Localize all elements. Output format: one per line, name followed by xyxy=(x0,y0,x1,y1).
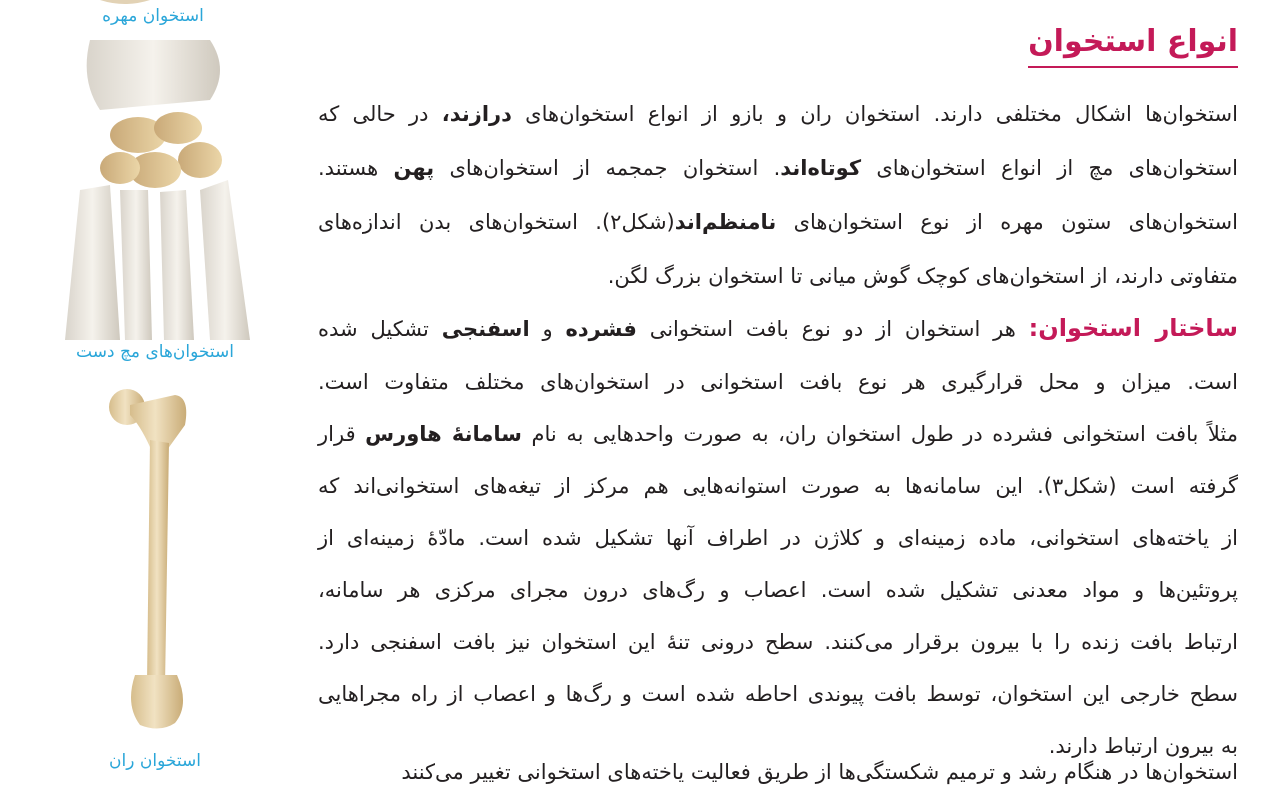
text-run: گرفته است (شکل۳). این سامانه‌ها به صورت استوانه‌هایی هم مرکز از تیغه‌های استخوانی‌اند که xyxy=(318,474,1238,498)
text-run: . استخوان جمجمه از استخوان‌های xyxy=(434,156,781,180)
bold-term: کوتاه‌اند xyxy=(780,156,862,180)
main-text-area xyxy=(318,0,1248,787)
text-line xyxy=(318,152,1238,186)
text-run: متفاوتی دارند، از استخوان‌های کوچک گوش میانی تا استخوان بزرگ لگن. xyxy=(607,264,1238,288)
text-line xyxy=(318,418,1238,452)
text-run: قرار xyxy=(318,422,366,446)
text-run: استخوان‌های مچ از انواع استخوان‌های xyxy=(861,156,1239,180)
text-run: و xyxy=(529,317,566,341)
vertebra-caption: استخوان مهره xyxy=(102,6,204,26)
text-run: استخوان‌های ستون مهره از نوع استخوان‌های xyxy=(776,210,1238,234)
text-run: (شکل۲). استخوان‌های بدن اندازه‌های xyxy=(318,210,675,234)
text-line xyxy=(318,260,1238,294)
text-line xyxy=(318,98,1238,132)
femur-caption: استخوان ران xyxy=(109,751,201,771)
text-run: از یاخته‌های استخوانی، ماده زمینه‌ای و کلاژن در اطراف آنها تشکیل شده است. مادّهٔ زمینه‌ای از xyxy=(318,526,1238,550)
bold-term: پهن xyxy=(393,156,435,180)
text-run: هستند. xyxy=(318,156,394,180)
text-line xyxy=(318,312,1238,346)
bold-term: نامنظم‌اند xyxy=(674,210,777,234)
text-run: است. میزان و محل قرارگیری هر نوع بافت استخوانی در استخوان‌های مختلف متفاوت است. xyxy=(318,370,1238,394)
wrist-bones-figure xyxy=(60,40,260,340)
text-run: استخوان‌ها اشکال مختلفی دارند. استخوان ران و بازو از انواع استخوان‌های xyxy=(511,102,1238,126)
subheading: ساختار استخوان: xyxy=(1028,314,1238,342)
text-line xyxy=(318,626,1238,660)
text-line xyxy=(318,206,1238,240)
wrist-bones-caption: استخوان‌های مچ دست xyxy=(76,342,234,362)
bold-term: اسفنجی xyxy=(441,317,530,341)
text-line xyxy=(318,470,1238,504)
text-run: به بیرون ارتباط دارند. xyxy=(1048,734,1238,758)
text-run: مثلاً بافت استخوانی فشرده در طول استخوان ران، به صورت واحدهایی به نام xyxy=(521,422,1239,446)
bold-term: فشرده xyxy=(565,317,637,341)
text-line xyxy=(318,366,1238,400)
bold-term: سامانهٔ هاورس xyxy=(365,422,522,446)
femur-figure xyxy=(105,385,205,735)
text-run: در حالی که xyxy=(318,102,442,126)
text-run: ارتباط بافت زنده را با بیرون برقرار می‌کنند. سطح درونی تنهٔ این استخوان نیز بافت اسفنجی دارد. xyxy=(318,630,1238,654)
text-run: پروتئین‌ها و مواد معدنی تشکیل شده است. اعصاب و رگ‌های درون مجرای مرکزی هر سامانه، xyxy=(318,578,1238,602)
text-run: سطح خارجی این استخوان، توسط بافت پیوندی احاطه شده است و رگ‌ها و اعصاب از راه مجراهایی xyxy=(318,682,1238,706)
bold-term: درازند، xyxy=(441,102,512,126)
cut-off-line xyxy=(318,760,1238,787)
text-run: هر استخوان از دو نوع بافت استخوانی xyxy=(636,317,1029,341)
figure-column xyxy=(0,0,290,787)
section-heading: انواع استخوان xyxy=(1028,22,1238,68)
text-run: تشکیل شده xyxy=(318,317,442,341)
text-line xyxy=(318,678,1238,712)
text-line xyxy=(318,522,1238,556)
text-run: استخوان‌ها در هنگام رشد و ترمیم شکستگی‌ها از طریق فعالیت یاخته‌های استخوانی تغییر می‌کنند xyxy=(401,760,1238,784)
text-line xyxy=(318,574,1238,608)
